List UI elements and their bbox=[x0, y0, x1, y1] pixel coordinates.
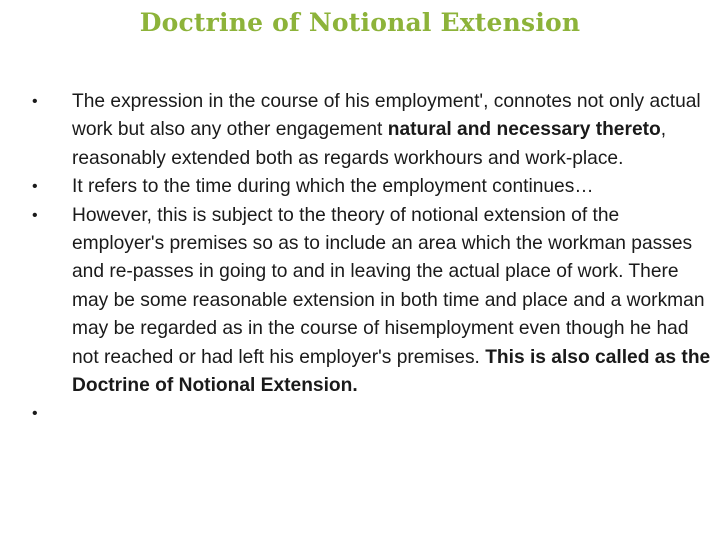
bullet-dot-icon: • bbox=[32, 206, 38, 224]
bullet-item-empty bbox=[30, 400, 714, 428]
bullet-dot-icon: • bbox=[32, 93, 38, 110]
bullet-dot-icon: • bbox=[32, 405, 38, 423]
bullet-text: It refers to the time during which the employment continues… bbox=[72, 176, 594, 198]
bullet-text: , reasonably extended both as regards workhours and work-place. bbox=[72, 119, 667, 169]
slide-title: Doctrine of Notional Extension bbox=[139, 8, 581, 37]
bullet-bold-text: natural and necessary thereto bbox=[387, 119, 661, 141]
bullet-list bbox=[30, 88, 714, 428]
bullet-dot-icon: • bbox=[32, 178, 38, 196]
bullet-item bbox=[30, 173, 714, 201]
bullet-text: However, this is subject to the theory of notional extension of the employer's premises so as to include an area which the workman passes and re-passes in going to and in leaving the actual place of work. There may be some reasonable extension in both time and place and a workman may be regarded as in the course of hisemployment even though he had not reached or had left his employer's premises. bbox=[72, 204, 705, 368]
bullet-bold-text: This is also called as the Doctrine of Notional Extension. bbox=[72, 346, 711, 397]
bullet-item bbox=[30, 88, 714, 173]
bullet-text: The expression in the course of his employment', connotes not only actual work but also any other engagement bbox=[72, 91, 701, 141]
bullet-item bbox=[30, 202, 714, 401]
